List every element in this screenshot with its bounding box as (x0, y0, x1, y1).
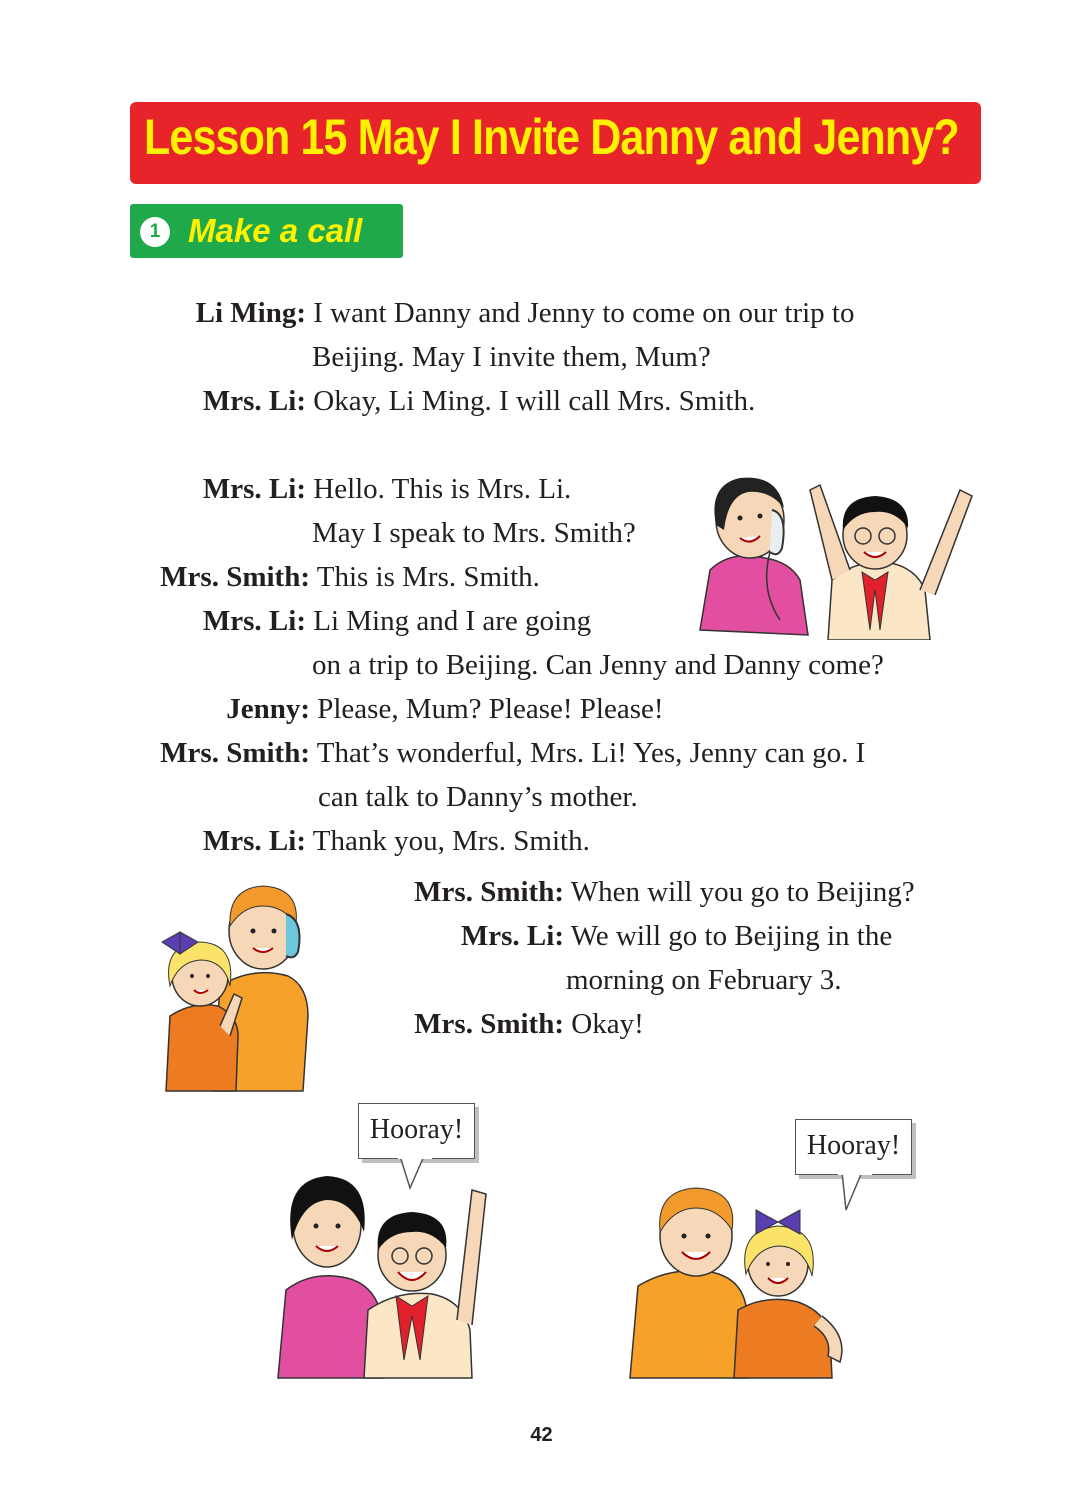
dialogue-text: Li Ming and I are going (313, 605, 592, 637)
dialogue-line: May I speak to Mrs. Smith? (312, 517, 636, 549)
dialogue-text: When will you go to Beijing? (570, 876, 915, 908)
dialogue-line (140, 560, 540, 594)
illustration-mrs-li-phone-li-ming (690, 430, 985, 640)
dialogue-line (182, 296, 854, 330)
dialogue-line (394, 875, 915, 909)
speaker-label: Li Ming: (195, 297, 306, 329)
speech-bubble: Hooray! (358, 1103, 475, 1159)
section-title: Make a call (188, 212, 363, 249)
speaker-label: Mrs. Li: (460, 920, 564, 952)
dialogue-text: Thank you, Mrs. Smith. (312, 825, 590, 857)
speech-bubble: Hooray! (795, 1119, 912, 1175)
dialogue-text: This is Mrs. Smith. (316, 561, 540, 593)
dialogue-text: Okay, Li Ming. I will call Mrs. Smith. (313, 385, 756, 417)
speaker-label: Mrs. Smith: (160, 737, 310, 769)
section-number: 1 (140, 217, 170, 247)
lesson-title-banner (130, 102, 981, 184)
page-number: 42 (530, 1424, 553, 1446)
dialogue-line: morning on February 3. (566, 964, 842, 996)
dialogue-line (394, 1007, 644, 1041)
speaker-label: Mrs. Li: (202, 473, 306, 505)
speaker-label: Mrs. Smith: (160, 561, 310, 593)
dialogue-line (394, 919, 892, 953)
illustration-mrs-smith-jenny-cheering (626, 1186, 856, 1380)
speaker-label: Jenny: (226, 693, 310, 725)
illustration-mrs-li-li-ming-cheering (272, 1160, 502, 1380)
dialogue-text: That’s wonderful, Mrs. Li! Yes, Jenny can go. I (316, 737, 866, 769)
lesson-title: Lesson 15 May I Invite Danny and Jenny? (144, 109, 959, 165)
speaker-label: Mrs. Smith: (414, 876, 564, 908)
dialogue-line (182, 824, 590, 858)
dialogue-text: I want Danny and Jenny to come on our trip to (313, 297, 855, 329)
speaker-label: Mrs. Smith: (414, 1008, 564, 1040)
section-header (130, 204, 403, 258)
illustration-mrs-smith-jenny-phone (158, 876, 338, 1096)
dialogue-line: can talk to Danny’s mother. (318, 781, 638, 813)
dialogue-line (182, 604, 591, 638)
dialogue-line (140, 692, 664, 726)
speaker-label: Mrs. Li: (202, 385, 306, 417)
dialogue-text: Please, Mum? Please! Please! (317, 693, 664, 725)
dialogue-line (140, 736, 865, 770)
dialogue-text: We will go to Beijing in the (570, 920, 893, 952)
dialogue-text: Okay! (571, 1008, 644, 1040)
dialogue-line (182, 472, 571, 506)
dialogue-line: Beijing. May I invite them, Mum? (312, 341, 711, 373)
speaker-label: Mrs. Li: (202, 605, 306, 637)
dialogue-line: on a trip to Beijing. Can Jenny and Danny come? (312, 649, 884, 681)
dialogue-text: Hello. This is Mrs. Li. (313, 473, 572, 505)
dialogue-line (182, 384, 755, 418)
speaker-label: Mrs. Li: (202, 825, 306, 857)
